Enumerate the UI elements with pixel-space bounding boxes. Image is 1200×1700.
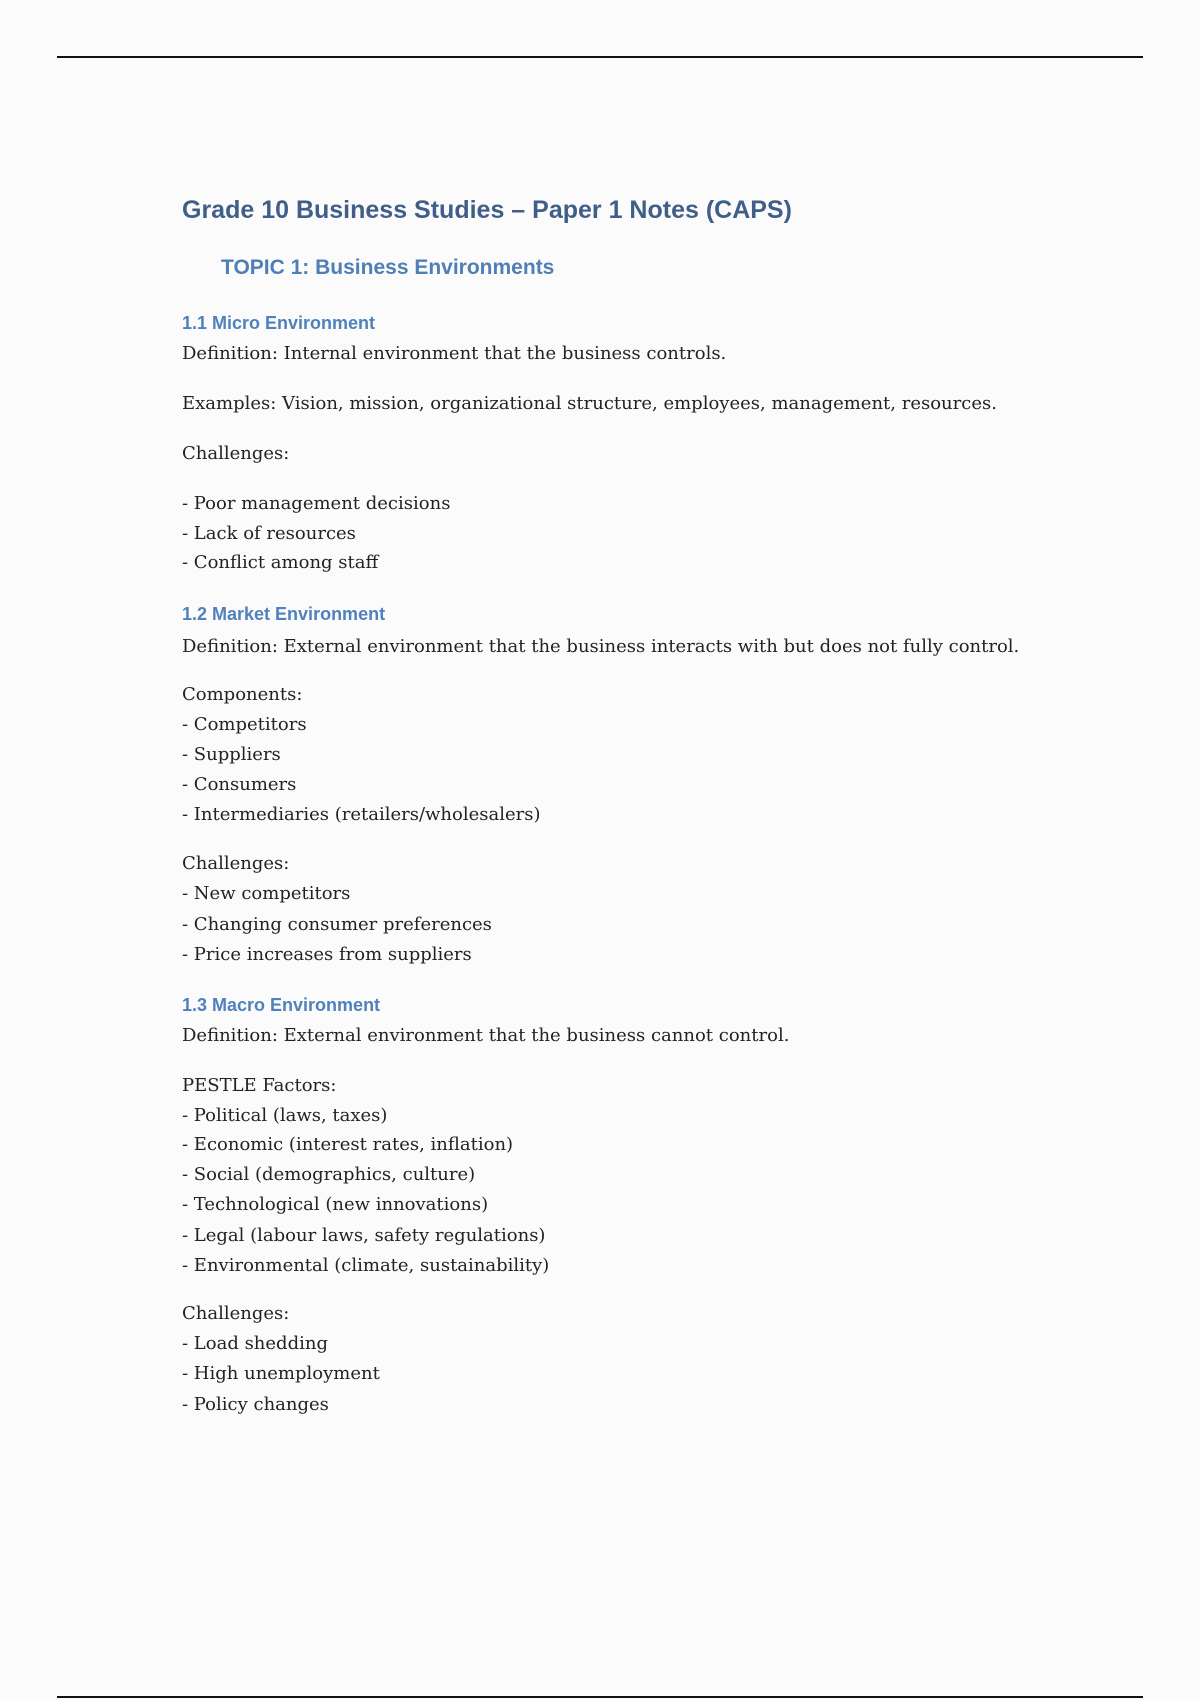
definition-text: Definition: External environment that the business cannot control. [182, 1025, 790, 1046]
definition-text: Definition: External environment that the business interacts with but does not fully control. [182, 636, 1020, 657]
definition-text: Definition: Internal environment that the business controls. [182, 343, 727, 364]
list-item: - Poor management decisions [182, 493, 451, 514]
pestle-label: PESTLE Factors: [182, 1075, 337, 1096]
list-item: - Political (laws, taxes) [182, 1105, 388, 1126]
list-item: - Price increases from suppliers [182, 944, 472, 965]
list-item: - Consumers [182, 774, 297, 795]
document-title: Grade 10 Business Studies – Paper 1 Notes (CAPS) [182, 196, 792, 224]
footer-rule [57, 1696, 1143, 1698]
list-item: - High unemployment [182, 1363, 380, 1384]
topic-heading: TOPIC 1: Business Environments [221, 256, 555, 279]
list-item: - Intermediaries (retailers/wholesalers) [182, 804, 541, 825]
list-item: - Economic (interest rates, inflation) [182, 1134, 514, 1155]
list-item: - Conflict among staff [182, 552, 379, 573]
list-item: - Changing consumer preferences [182, 914, 492, 935]
list-item: - New competitors [182, 883, 351, 904]
section-heading: 1.3 Macro Environment [182, 995, 381, 1015]
challenges-label: Challenges: [182, 1303, 290, 1324]
list-item: - Technological (new innovations) [182, 1194, 489, 1215]
list-item: - Policy changes [182, 1394, 329, 1415]
list-item: - Lack of resources [182, 523, 356, 544]
challenges-label: Challenges: [182, 853, 290, 874]
list-item: - Social (demographics, culture) [182, 1164, 476, 1185]
list-item: - Competitors [182, 714, 307, 735]
section-heading: 1.2 Market Environment [182, 604, 386, 624]
list-item: - Environmental (climate, sustainability) [182, 1255, 550, 1276]
components-label: Components: [182, 684, 303, 705]
list-item: - Suppliers [182, 744, 281, 765]
list-item: - Load shedding [182, 1333, 328, 1354]
header-rule [57, 56, 1143, 58]
list-item: - Legal (labour laws, safety regulations) [182, 1225, 546, 1246]
section-heading: 1.1 Micro Environment [182, 313, 376, 333]
examples-text: Examples: Vision, mission, organizational structure, employees, management, resources. [182, 393, 997, 414]
challenges-label: Challenges: [182, 443, 290, 464]
